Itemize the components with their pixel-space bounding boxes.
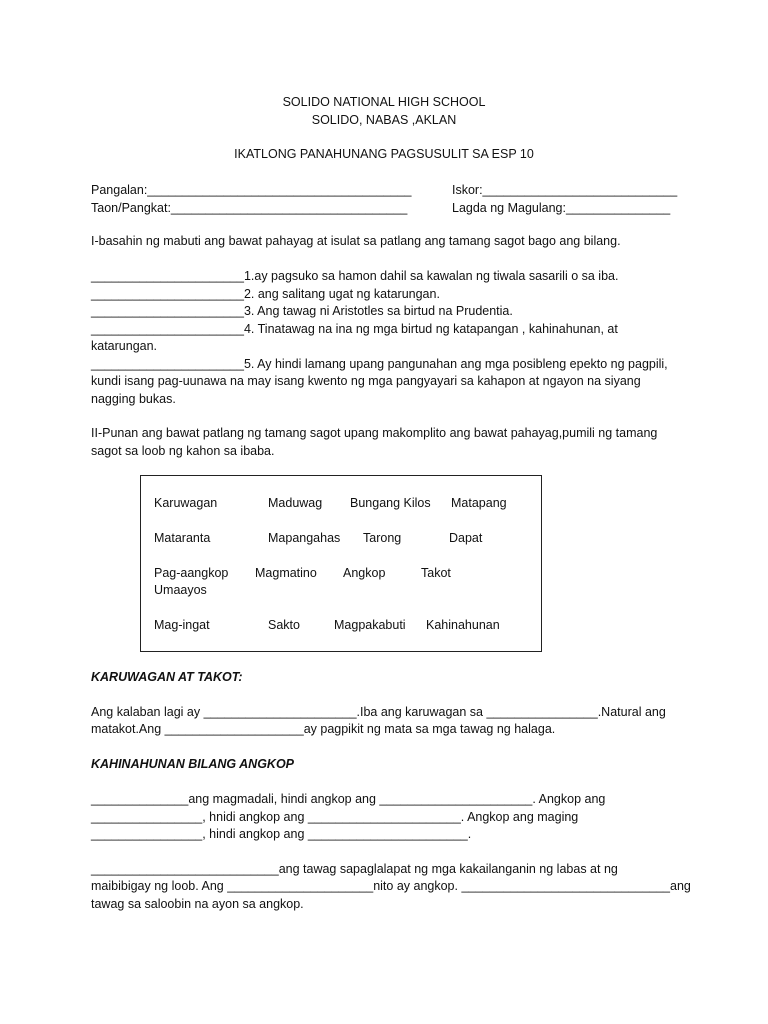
word-mag-ingat: Mag-ingat xyxy=(154,618,210,632)
word-mataranta: Mataranta xyxy=(154,531,211,545)
exam-title: IKATLONG PANAHUNANG PAGSUSULIT SA ESP 10 xyxy=(234,147,534,161)
word-tarong: Tarong xyxy=(363,531,402,545)
section-b-line-4: ___________________________ang tawag sapaglalapat ng mga kakailanganin ng labas at ng xyxy=(91,862,618,876)
word-dapat: Dapat xyxy=(449,531,483,545)
part2-instruction-1: II-Punan ang bawat patlang ng tamang sagot upang makomplito ang bawat pahayag,pumili ng tamang xyxy=(91,426,658,440)
section-b-line-6: tawag sa saloobin na ayon sa angkop. xyxy=(91,897,304,911)
word-umaayos: Umaayos xyxy=(154,583,207,597)
section-a-heading: KARUWAGAN AT TAKOT: xyxy=(91,670,243,684)
part1-item-3: ______________________3. Ang tawag ni Aristotles sa birtud na Prudentia. xyxy=(91,304,513,318)
part1-item-5-end: nagging bukas. xyxy=(91,392,176,406)
word-pag-aangkop: Pag-aangkop xyxy=(154,566,229,580)
lagda-field: Lagda ng Magulang:_______________ xyxy=(452,201,671,215)
iskor-field: Iskor:____________________________ xyxy=(452,183,678,197)
part1-item-1: ______________________1.ay pagsuko sa hamon dahil sa kawalan ng tiwala sasarili o sa iba. xyxy=(91,269,619,283)
section-b-heading: KAHINAHUNAN BILANG ANGKOP xyxy=(91,757,295,771)
part2-instruction-2: sagot sa loob ng kahon sa ibaba. xyxy=(91,444,275,458)
section-b-line-3: ________________, hindi angkop ang _______________________. xyxy=(91,827,472,841)
part1-item-5: ______________________5. Ay hindi lamang upang pangunahan ang mga posibleng epekto ng pagpili, xyxy=(91,357,668,371)
word-maduwag: Maduwag xyxy=(268,496,323,510)
section-a-line-2: matakot.Ang ____________________ay pagpikit ng mata sa mga tawag ng halaga. xyxy=(91,722,556,736)
word-magmatino: Magmatino xyxy=(255,566,317,580)
word-choice-box xyxy=(140,475,542,652)
pangalan-field: Pangalan:______________________________________ xyxy=(91,183,412,197)
part1-instruction: I-basahin ng mabuti ang bawat pahayag at isulat sa patlang ang tamang sagot bago ang bilang. xyxy=(91,234,621,248)
section-b-line-1: ______________ang magmadali, hindi angkop ang ______________________. Angkop ang xyxy=(91,792,606,806)
part1-item-4: ______________________4. Tinatawag na ina ng mga birtud ng katapangan , kahinahunan, at xyxy=(91,322,618,336)
word-matapang: Matapang xyxy=(451,496,507,510)
school-name: SOLIDO NATIONAL HIGH SCHOOL xyxy=(282,95,486,109)
school-address: SOLIDO, NABAS ,AKLAN xyxy=(311,113,457,127)
word-takot: Takot xyxy=(421,566,451,580)
word-mapangahas: Mapangahas xyxy=(268,531,341,545)
word-angkop: Angkop xyxy=(343,566,386,580)
section-a-line-1: Ang kalaban lagi ay ______________________.Iba ang karuwagan sa ________________.Natural ang xyxy=(91,705,666,719)
part1-item-2: ______________________2. ang salitang ugat ng katarungan. xyxy=(91,287,440,301)
word-bungang-kilos: Bungang Kilos xyxy=(350,496,431,510)
part1-item-5-cont: kundi isang pag-uunawa na may isang kwento ng mga pangyayari sa kahapon at ngayon na siyang xyxy=(91,374,641,388)
word-karuwagan: Karuwagan xyxy=(154,496,218,510)
word-sakto: Sakto xyxy=(268,618,300,632)
section-b-line-5: maibibigay ng loob. Ang _____________________nito ay angkop. ______________________________ang xyxy=(91,879,691,893)
taon-pangkat-field: Taon/Pangkat:__________________________________ xyxy=(91,201,408,215)
section-b-line-2: ________________, hnidi angkop ang ______________________. Angkop ang maging xyxy=(91,810,579,824)
part1-item-4-cont: katarungan. xyxy=(91,339,158,353)
word-magpakabuti: Magpakabuti xyxy=(334,618,406,632)
word-kahinahunan: Kahinahunan xyxy=(426,618,500,632)
